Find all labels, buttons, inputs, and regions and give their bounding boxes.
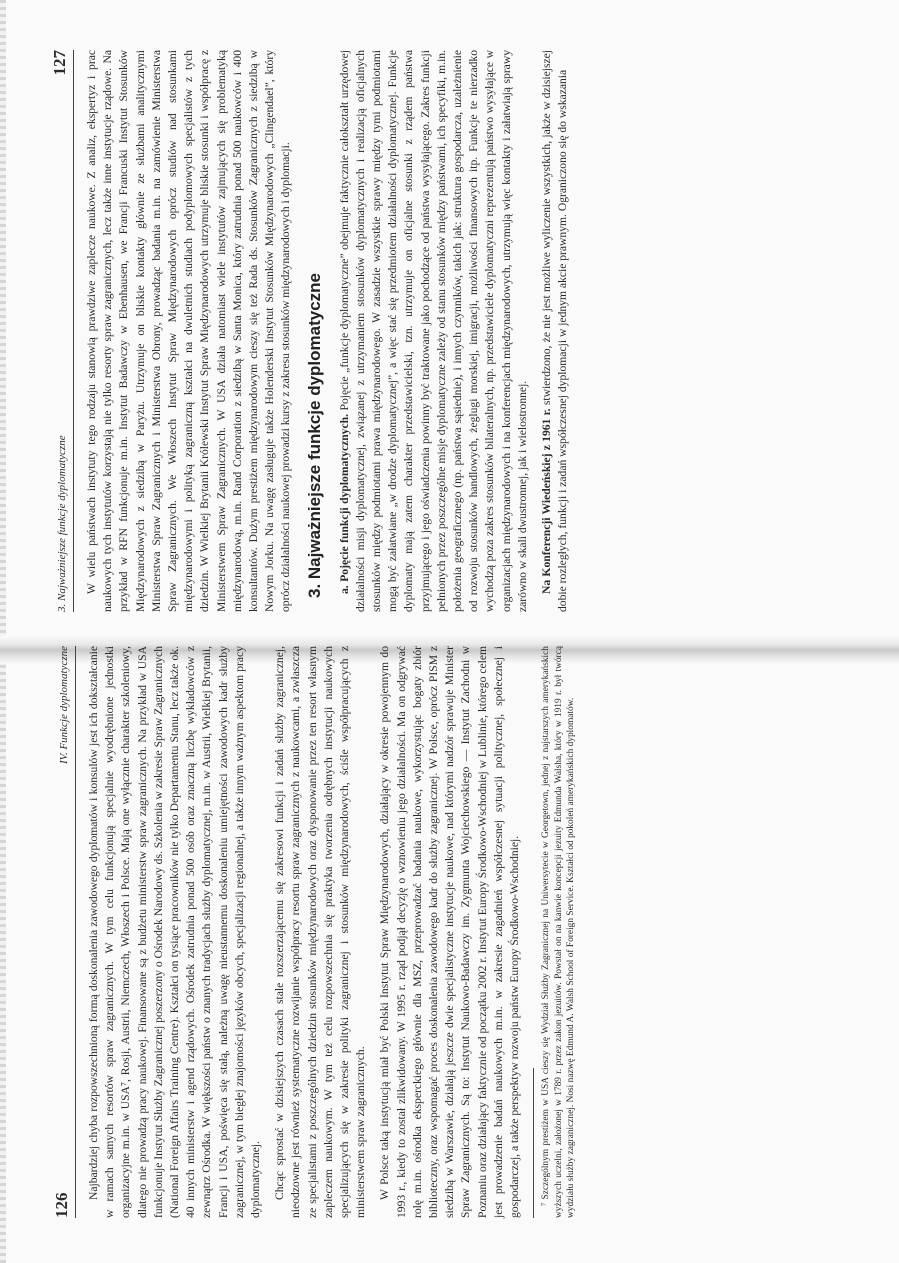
right-page: [50, 50, 850, 612]
paragraph-body: Pojęcie „funkcje dyplomatyczne” obejmuje faktycznie całokształt urzędowej działalności misji dyplomatycznej, związanej z utrzymaniem stosunków dyplomatycznych i realizacją oficjalnych stosunków między podmiotami prawa międzynarodowego. W zasadzie wszystkie sprawy między tymi podmiotami mogą być załatwiane „w drodze dyplomatycznej”, a więc stać się przedmiotem działalności dyplomatycznej. Funkcje dyplomaty mają zatem charakter przedstawicielski, tzn. utrzymuje on oficjalne stosunki z rządem państwa przyjmującego i jego oświadczenia powinny być traktowane jako pochodzące od państwa wysyłającego. Zakres funkcji pełnionych przez poszczególne misje dyplomatyczne zależy od stanu stosunków między państwami, ich specyfiki, m.in. położenia geograficznego (np. państwa sąsiednie), i innych czynników, takich jak: struktura gospodarcza, uzależnienie od rozwoju stosunków handlowych, żeglugi morskiej, imigracji, możliwości finansowych itp. Funkcje te nierzadko wychodzą poza zakres stosunków bilateralnych, np. przedstawiciele dyplomatyczni reprezentują państwo wysyłające w organizacjach międzynarodowych i na konferencjach międzynarodowych, utrzymują więc kontakty i załatwiają sprawy zarówno w skali dwustronnej, jak i wielostronnej.: [337, 50, 529, 612]
paragraph-lead: a. Pojęcie funkcji dyplomatycznych.: [337, 414, 351, 594]
paragraph: [539, 50, 571, 612]
paragraph: W wielu państwach instytuty tego rodzaju stanowią prawdziwe zaplecze naukowe. Z analiz, ekspertyz i prac naukowych tych instytutów korzystają nie tylko resorty spraw zagranicznych, lecz także inne instytucje rządowe. Na przykład w RFN funkcjonuje m.in. Instytut Badawczy w Ebenhausen, we Francji Francuski Instytut Stosunków Międzynarodowych z siedzibą w Paryżu. Utrzymuje on bliskie kontakty głównie ze służbami analitycznymi Ministerstwa Spraw Zagranicznych i Ministerstwa Obrony, prowadząc badania m.in. na zamówienie Ministerstwa Spraw Zagranicznych. We Włoszech Instytut Spraw Międzynarodowych oprócz studiów nad stosunkami międzynarodowymi i polityką zagraniczną kształci na dwuletnich studiach podyplomowych specjalistów z tych dziedzin. W Wielkiej Brytanii Królewski Instytut Spraw Międzynarodowych utrzymuje bliskie stosunki i współpracę z Ministerstwem Spraw Zagranicznych. W USA działa natomiast wiele instytutów zajmujących się problematyką międzynarodową, m.in. Rand Corporation z siedzibą w Santa Monica, który zatrudnia ponad 500 naukowców i 400 konsultantów. Dużym prestiżem międzynarodowym cieszy się też Rada ds. Stosunków Zagranicznych z siedzibą w Nowym Jorku. Na uwagę zasługuje także Holenderski Instytut Stosunków Międzynarodowych „Clingendael”, który oprócz działalności naukowej prowadzi kursy z zakresu stosunków międzynarodowych i dyplomacji.: [85, 50, 293, 612]
running-header: [50, 50, 74, 612]
page-edge: [0, 0, 6, 1263]
page-number: 127: [50, 50, 69, 76]
footnote-rule: [533, 1068, 534, 1218]
paragraph-body: stwierdzono, że nie jest możliwe wyliczenie wszystkich, jakże w dzisiejszej dobie rozległych, funkcji i zadań współczesnej dyplomacji w jednym akcie prawnym. Ograniczono się do wskazania: [540, 50, 570, 612]
section-heading: 3. Najważniejsze funkcje dyplomatyczne: [304, 272, 324, 598]
running-head-title: IV. Funkcje dyplomatyczne: [58, 646, 70, 765]
page-number: 126: [52, 1192, 71, 1218]
paragraph: [337, 50, 531, 612]
running-header: [52, 646, 76, 1218]
running-head-title: 3. Najważniejsze funkcje dyplomatyczne: [56, 435, 68, 612]
paragraph: Chcąc sprostać w dzisiejszych czasach stale rozszerzającemu się zakresowi funkcji i zadań służby zagranicznej, nieodzowne jest również systematyczne rozwijanie współpracy resortu spraw zagranicznych z naukowcami, a zwłaszcza ze specjalistami z poszczególnych dziedzin stosunków międzynarodowych oraz dysponowanie przez ten resort własnym zapleczem naukowym. W tym też celu rozpowszechnia się praktyka tworzenia odrębnych instytucji naukowych specjalizujących się w zakresie polityki zagranicznej i stosunków międzynarodowych, ściśle współpracujących z ministerstwem spraw zagranicznych.: [273, 646, 368, 1218]
paragraph: W Polsce taką instytucją miał być Polski Instytut Spraw Międzynarodowych, działający w okresie powojennym do 1993 r., kiedy to został zlikwidowany. W 1995 r. rząd podjął decyzję o wznowieniu jego działalności. Ma on odgrywać rolę m.in. ośrodka eksperckiego głównie dla MSZ, przeprowadzać badania naukowe, wykorzystując bogaty zbiór biblioteczny, oraz wspomagać proces doskonalenia zawodowego kadr do służby zagranicznej. W Polsce, oprócz PISM z siedzibą w Warszawie, działają jeszcze dwie specjalistyczne instytucje naukowe, nad którymi nadzór sprawuje Minister Spraw Zagranicznych. Są to: Instytut Naukowo-Badawczy im. Zygmunta Wojciechowskiego — Instytut Zachodni w Poznaniu oraz działający faktycznie od początku 2002 r. Instytut Europy Środkowo-Wschodniej w Lublinie, którego celem jest prowadzenie badań naukowych m.in. w zakresie zagadnień współczesnej sytuacji politycznej, społecznej i gospodarczej, a także perspektyw rozwoju państw Europy Środkowo-Wschodniej.: [378, 646, 522, 1218]
paragraph-lead: Na Konferencji Wiedeńskiej z 1961 r.: [540, 408, 554, 594]
left-page: [52, 646, 842, 1218]
paragraph: Najbardziej chyba rozpowszechnioną formą doskonalenia zawodowego dyplomatów i konsulów jest ich dokształcanie w ramach samych resortów spraw zagranicznych. W tym celu funkcjonują specjalnie wyodrębnione jednostki organizacyjne m.in. w USA⁷, Rosji, Austrii, Niemczech, Włoszech i Polsce. Mają one wyłącznie charakter szkoleniowy, dlatego nie prowadzą pracy naukowej. Finansowane są z budżetu ministerstw spraw zagranicznych. Na przykład w USA funkcjonuje Instytut Służby Zagranicznej poszerzony o Ośrodek Narodowy ds. Szkolenia w zakresie Spraw Zagranicznych (National Foreign Affairs Training Centre). Kształci on tysiące pracowników nie tylko Departamentu Stanu, lecz także ok. 40 innych ministerstw i agend rządowych. Ośrodek zatrudnia ponad 500 osób oraz znaczną liczbę wykładowców z zewnątrz Ośrodka. W większości państw o znanych tradycjach służby dyplomatycznej, m.in. w Austrii, Wielkiej Brytanii, Francji i USA, poświęca się stałą, należną uwagę nieustannemu doskonaleniu umiejętności zawodowych kadr służby zagranicznej, w tym biegłej znajomości języków obcych, specjalizacji regionalnej, a także innym ważnym aspektom pracy dyplomatycznej.: [87, 646, 263, 1218]
footnote: ⁷ Szczególnym prestiżem w USA cieszy się Wydział Służby Zagranicznej na Uniwersytecie w Georgetown, jednej z najstarszych amerykańskich wyższych uczelni, założonej w 1789 r. przez zakon jezuitów. Powstał on na kanwie koncepcji jezuity Edmunda Walsha, który w 1919 r. był twórcą wydziału służby zagranicznej. Nosi nazwę Edmund A. Walsh School of Foreign Service. Kształci od pokoleń amerykańskich dyplomatów.: [541, 646, 577, 1218]
